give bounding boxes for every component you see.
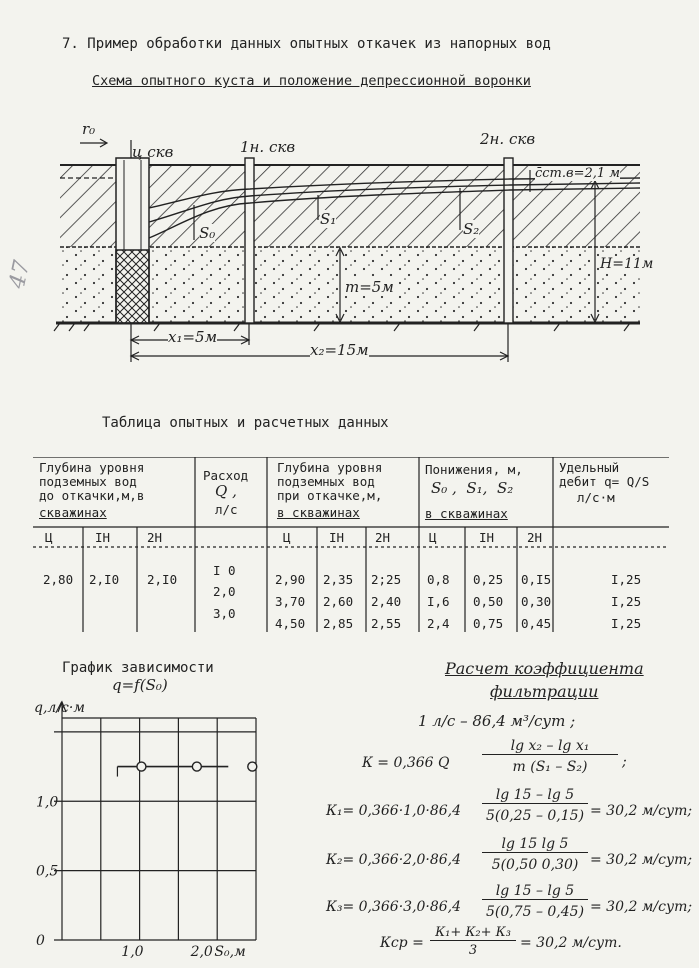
observation-well-2n [504,158,513,323]
graph-title: График зависимости [62,660,214,676]
k3-result: = 30,2 м/сут; [590,899,693,915]
margin-mark: 47 [4,258,36,291]
kavg-denominator: 3 [468,943,478,958]
s0-label: S₀ [199,224,216,242]
unit-conversion: 1 л/с – 86,4 м³/сут ; [418,712,576,730]
table-cell: 0,50 [473,594,504,609]
table-cell: 4,50 [275,616,306,631]
header-drawdown-3: в скважинах [425,506,508,521]
k1-result: = 30,2 м/сут; [590,803,693,819]
formula-end: ; [622,754,627,770]
table-cell: 3,70 [275,594,306,609]
table-cell: 2,80 [43,572,74,587]
table-cell: I 0 [213,563,236,578]
s2-label: S₂ [463,220,480,238]
header-depth-during-3: при откачке,м, [277,488,383,503]
table-cell: 2,35 [323,572,354,587]
y-tick-label: 1,0 [36,794,59,811]
table-cell: I,25 [611,616,642,631]
k3-denominator: 5(0,75 – 0,45) [485,904,585,920]
table-cell: 0,30 [521,594,552,609]
q-vs-s0-chart [0,690,300,968]
formula-lhs: К = 0,366 Q [362,755,450,771]
header-specific-2: дебит q= Q/S [559,474,650,489]
header-specific-3: л/с·м [577,490,615,505]
graph-formula: q=f(S₀) [112,676,168,694]
static-level-label: с̄ст.в=2,1 м [535,166,621,181]
subheader-during-2n: 2Н [375,530,391,545]
table-cell: 0,I5 [521,572,552,587]
table-cell: 2,4 [427,616,450,631]
central-well-label: ц скв [132,143,174,161]
thickness-label: m=5м [345,278,394,296]
k1-lhs: К₁= 0,366·1,0·86,4 [326,803,462,819]
header-depth-before-2: подземных вод [39,474,137,489]
observation-well-1n [245,158,254,323]
well-filter [116,250,149,323]
header-drawdown-2: S₀ , S₁, S₂ [431,479,514,497]
r0-label: r₀ [82,120,96,138]
subheader-during-c: Ц [283,530,291,545]
table-cell: 2;25 [371,572,402,587]
table-cell: 2,90 [275,572,306,587]
x2-label: x₂=15м [310,341,369,359]
table-cell: 2,85 [323,616,354,631]
scheme-diagram [0,0,699,400]
table-cell: 2,60 [323,594,354,609]
kavg-numerator: К₁+ К₂+ К₃ [430,925,516,941]
k3-lhs: К₃= 0,366·3,0·86,4 [326,899,462,915]
header-depth-during-4: в скважинах [277,505,360,520]
y-tick-label: 0,5 [36,863,59,880]
subheader-drawdown-c: Ц [429,530,437,545]
s1-label: S₁ [320,210,337,228]
x1-label: x₁=5м [168,328,218,346]
table-cell: 2,55 [371,616,402,631]
header-flow-1: Расход [203,468,249,483]
well-1n-label: 1н. скв [240,138,296,156]
y-tick-label: 0 [36,933,45,949]
table-cell: 0,8 [427,572,450,587]
formula-numerator: lg x₂ – lg x₁ [482,738,618,755]
k2-numerator: lg 15 lg 5 [482,836,588,853]
header-flow-2: Q , [215,482,237,500]
k2-result: = 30,2 м/сут; [590,852,693,868]
data-table [33,457,669,632]
header-depth-before-1: Глубина уровня [39,460,145,475]
header-specific-1: Удельный [559,460,620,475]
calc-title: Расчет коэффициента [445,659,644,678]
x-axis-label: S₀,м [214,944,246,960]
table-cell: 2,I0 [89,572,120,587]
subheader-during-1n: IН [329,530,345,545]
table-cell: 0,25 [473,572,504,587]
k2-lhs: К₂= 0,366·2,0·86,4 [326,852,462,868]
header-flow-3: л/с [215,502,238,517]
table-cell: I,25 [611,594,642,609]
data-point [248,762,257,771]
subheader-before-2n: 2Н [147,530,163,545]
data-point [192,762,201,771]
well-2n-label: 2н. скв [480,130,536,148]
subheader-before-1n: IН [95,530,111,545]
head-label: H=11м [600,256,654,272]
x-tick-label: 1,0 [121,944,144,960]
header-depth-during-1: Глубина уровня [277,460,383,475]
header-drawdown-1: Понижения, м, [425,462,523,477]
k3-numerator: lg 15 – lg 5 [482,883,588,900]
subheader-drawdown-2n: 2Н [527,530,543,545]
k2-denominator: 5(0,50 0,30) [491,857,579,873]
section-title: 7. Пример обработки данных опытных откачек из напорных вод [62,36,551,52]
table-cell: 0,45 [521,616,552,631]
x-tick-label: 2,0 [190,944,213,960]
table-title: Таблица опытных и расчетных данных [102,415,389,431]
scheme-title: Схема опытного куста и положение депрессионной воронки [92,73,531,89]
subheader-drawdown-1n: IН [479,530,495,545]
table-cell: I,25 [611,572,642,587]
table-cell: I,6 [427,594,450,609]
y-axis-label: q,л/с·м [34,700,85,716]
table-cell: 0,75 [473,616,504,631]
table-cell: 2,0 [213,584,236,599]
kavg-lhs: Кср = [380,935,424,951]
k1-denominator: 5(0,25 – 0,15) [485,808,585,824]
header-depth-before-3: до откачки,м,в [39,488,145,503]
table-cell: 3,0 [213,606,236,621]
subheader-before-c: Ц [45,530,53,545]
header-depth-before-4: скважинах [39,505,107,520]
k1-numerator: lg 15 – lg 5 [482,787,588,804]
table-cell: 2,40 [371,594,402,609]
calc-subtitle: фильтрации [490,682,599,701]
formula-denominator: m (S₁ – S₂) [512,759,588,775]
header-depth-during-2: подземных вод [277,474,375,489]
data-point [137,762,146,771]
kavg-result: = 30,2 м/сут. [520,935,622,951]
table-cell: 2,I0 [147,572,178,587]
